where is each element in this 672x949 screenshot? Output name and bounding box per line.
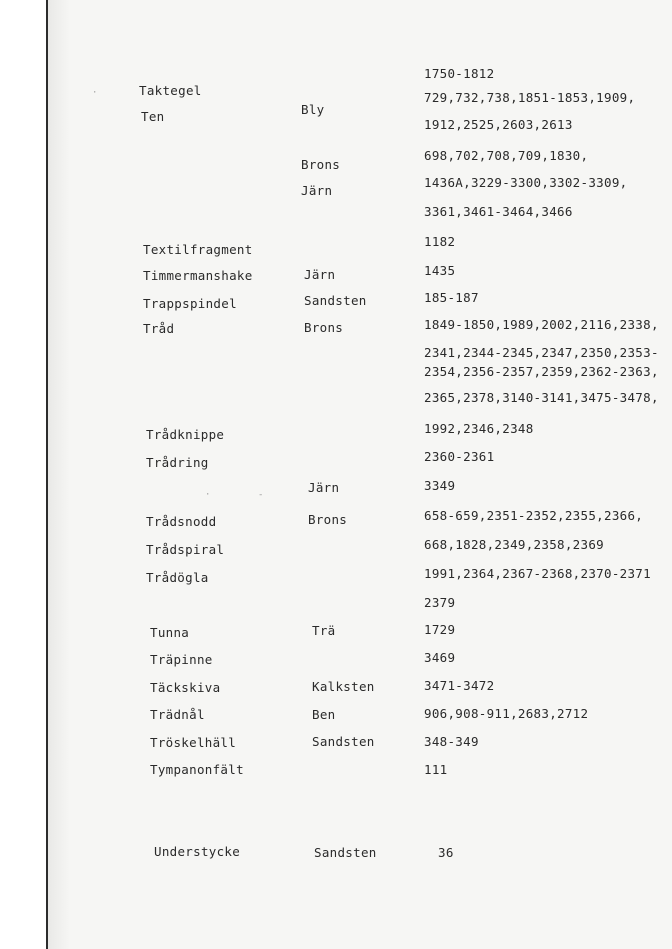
material: Sandsten (312, 734, 375, 749)
reference-numbers: 668,1828,2349,2358,2369 (424, 537, 604, 552)
reference-numbers: 1992,2346,2348 (424, 421, 534, 436)
object-term: Trådögla (146, 570, 209, 585)
object-term: Tråd (143, 321, 175, 336)
material: Järn (304, 267, 336, 282)
material: Järn (308, 480, 340, 495)
object-term: Träpinne (150, 652, 213, 667)
material: Ben (312, 707, 336, 722)
object-term: Timmermanshake (143, 268, 253, 283)
object-term: Trådspiral (146, 542, 225, 557)
reference-numbers: 3349 (424, 478, 456, 493)
reference-numbers: 2360-2361 (424, 449, 495, 464)
material: Sandsten (314, 845, 377, 860)
reference-numbers: 2365,2378,3140-3141,3475-3478, (424, 390, 659, 405)
reference-numbers: 1991,2364,2367-2368,2370-2371 (424, 566, 651, 581)
material: Bly (301, 102, 325, 117)
reference-numbers: 1849-1850,1989,2002,2116,2338, (424, 317, 659, 332)
material: Brons (301, 157, 341, 172)
reference-numbers: 3469 (424, 650, 456, 665)
page-binding-edge (0, 0, 48, 949)
material: Sandsten (304, 293, 367, 308)
stray-mark: · (92, 88, 98, 98)
reference-numbers: 1436A,3229-3300,3302-3309, (424, 175, 628, 190)
reference-numbers: 348-349 (424, 734, 479, 749)
reference-numbers: 185-187 (424, 290, 479, 305)
reference-numbers: 111 (424, 762, 448, 777)
reference-numbers: 3471-3472 (424, 678, 495, 693)
object-term: Tympanonfält (150, 762, 244, 777)
reference-numbers: 906,908-911,2683,2712 (424, 706, 589, 721)
object-term: Täckskiva (150, 680, 221, 695)
material: Trä (312, 623, 336, 638)
object-term: Trådknippe (146, 427, 225, 442)
material: Brons (308, 512, 348, 527)
page-shadow (48, 0, 70, 949)
reference-numbers: 1729 (424, 622, 456, 637)
reference-numbers: 729,732,738,1851-1853,1909, (424, 90, 636, 105)
object-term: Understycke (154, 844, 241, 859)
object-term: Textilfragment (143, 242, 253, 257)
reference-numbers: 658-659,2351-2352,2355,2366, (424, 508, 644, 523)
reference-numbers: 1912,2525,2603,2613 (424, 117, 573, 132)
stray-mark: · (205, 490, 211, 500)
object-term: Trädnål (150, 707, 205, 722)
reference-numbers: 2341,2344-2345,2347,2350,2353- (424, 345, 659, 360)
object-term: Tunna (150, 625, 190, 640)
object-term: Trådring (146, 455, 209, 470)
reference-numbers: 698,702,708,709,1830, (424, 148, 589, 163)
reference-numbers: 3361,3461-3464,3466 (424, 204, 573, 219)
reference-numbers: 2379 (424, 595, 456, 610)
reference-numbers: 1750-1812 (424, 66, 495, 81)
object-term: Ten (141, 109, 165, 124)
object-term: Trappspindel (143, 296, 237, 311)
reference-numbers: 2354,2356-2357,2359,2362-2363, (424, 364, 659, 379)
material: Brons (304, 320, 344, 335)
material: Kalksten (312, 679, 375, 694)
object-term: Tröskelhäll (150, 735, 237, 750)
reference-numbers: 1435 (424, 263, 456, 278)
stray-mark: - (258, 490, 264, 500)
reference-numbers: 1182 (424, 234, 456, 249)
reference-numbers: 36 (438, 845, 454, 860)
object-term: Taktegel (139, 83, 202, 98)
object-term: Trådsnodd (146, 514, 217, 529)
material: Järn (301, 183, 333, 198)
